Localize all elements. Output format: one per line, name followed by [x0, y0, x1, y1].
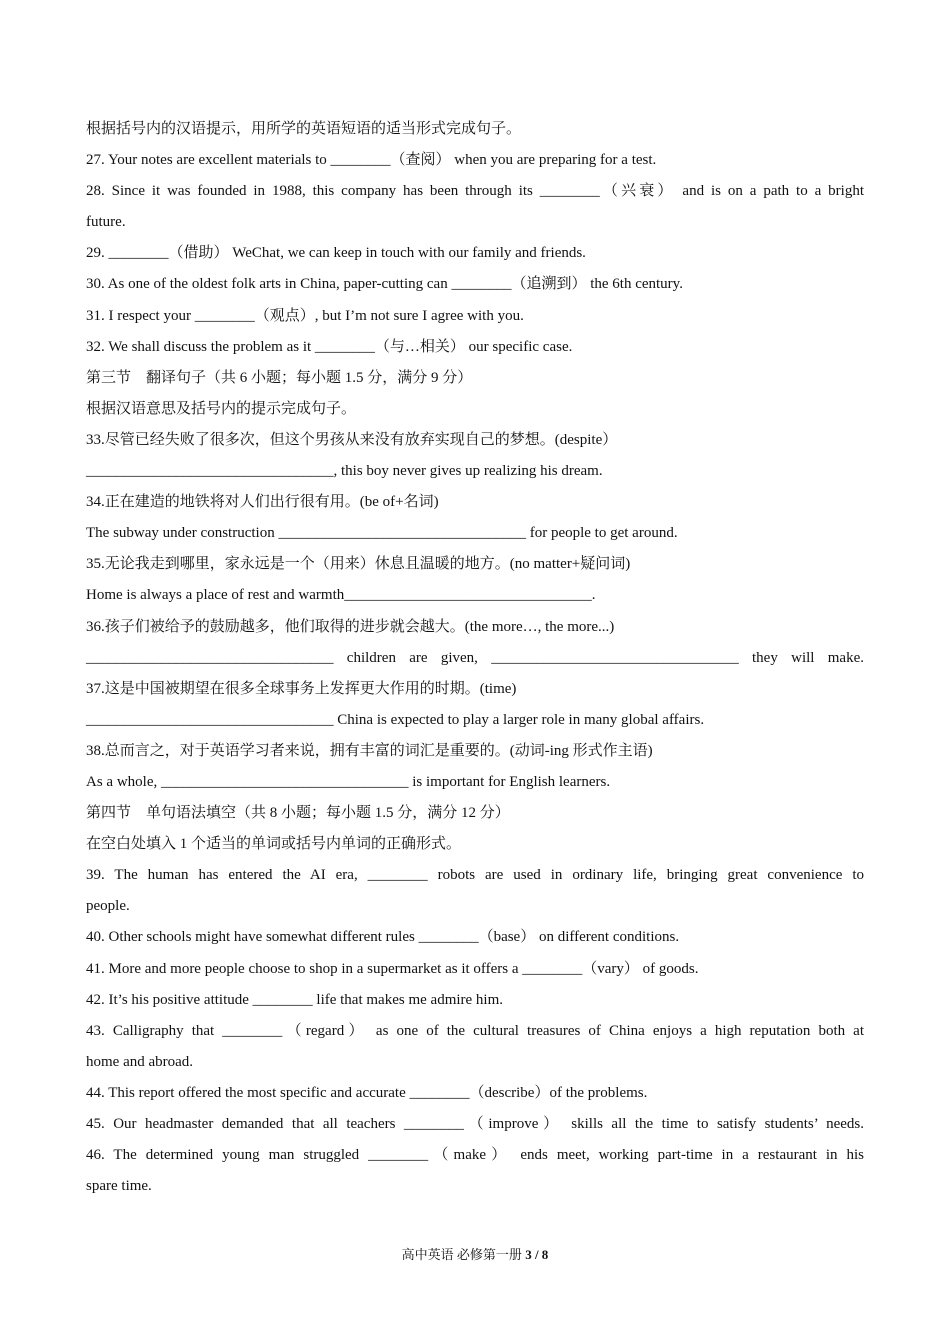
question-42: 42. It’s his positive attitude ________ life that makes me admire him. — [86, 991, 504, 1008]
question-36-english: _________________________________ children are given, _________________________________ they will make. — [86, 649, 864, 666]
question-38-english: As a whole, _________________________________ is important for English learners. — [86, 773, 611, 790]
question-31: 31. I respect your ________（观点）, but I’m not sure I agree with you. — [86, 307, 524, 324]
exercise-content — [86, 114, 864, 1202]
question-33-chinese: 33.尽管已经失败了很多次，但这个男孩从来没有放弃实现自己的梦想。(despite） — [86, 431, 618, 448]
page-footer — [0, 1246, 950, 1264]
question-32: 32. We shall discuss the problem as it ________（与…相关） our specific case. — [86, 338, 573, 355]
question-37-english: _________________________________ China is expected to play a larger role in many global affairs. — [86, 711, 705, 728]
question-38-chinese: 38.总而言之，对于英语学习者来说，拥有丰富的词汇是重要的。(动词-ing 形式作主语) — [86, 742, 653, 759]
question-46-line-1: 46. The determined young man struggled ________（make） ends meet, working part-time in a restaurant in his — [86, 1147, 864, 1164]
question-37-chinese: 37.这是中国被期望在很多全球事务上发挥更大作用的时期。(time) — [86, 680, 517, 697]
section-3-title: 第三节 翻译句子（共 6 小题；每小题 1.5 分，满分 9 分） — [86, 369, 473, 386]
question-39-line-2: people. — [86, 898, 130, 915]
section-4-title: 第四节 单句语法填空（共 8 小题；每小题 1.5 分，满分 12 分） — [86, 805, 510, 822]
question-28-line-1: 28. Since it was founded in 1988, this company has been through its ________（兴衰） and is on a path to a bright — [86, 183, 864, 200]
question-40: 40. Other schools might have somewhat different rules ________（base） on different conditions. — [86, 929, 680, 946]
footer-title: 高中英语 必修第一册 — [401, 1247, 522, 1262]
question-27: 27. Your notes are excellent materials to ________（查阅） when you are preparing for a test. — [86, 152, 657, 169]
question-29: 29. ________（借助） WeChat, we can keep in touch with our family and friends. — [86, 245, 586, 262]
question-44: 44. This report offered the most specific and accurate ________（describe）of the problems. — [86, 1084, 648, 1101]
instruction-translation: 根据汉语意思及括号内的提示完成句子。 — [86, 400, 357, 417]
question-39-line-1: 39. The human has entered the AI era, ________ robots are used in ordinary life, bringing great convenience to — [86, 867, 864, 884]
question-36-chinese: 36.孩子们被给予的鼓励越多，他们取得的进步就会越大。(the more…, the more...) — [86, 618, 615, 635]
instruction-phrases: 根据括号内的汉语提示，用所学的英语短语的适当形式完成句子。 — [86, 121, 522, 137]
footer-page-number: 3 / 8 — [525, 1247, 549, 1262]
question-30: 30. As one of the oldest folk arts in China, paper-cutting can ________（追溯到） the 6th century. — [86, 276, 683, 293]
question-35-chinese: 35.无论我走到哪里，家永远是一个（用来）休息且温暖的地方。(no matter+疑问词) — [86, 556, 631, 573]
instruction-grammar: 在空白处填入 1 个适当的单词或括号内单词的正确形式。 — [86, 836, 462, 853]
question-45: 45. Our headmaster demanded that all teachers ________（improve） skills all the time to satisfy students’ needs. — [86, 1116, 864, 1132]
question-41: 41. More and more people choose to shop in a supermarket as it offers a ________（vary） of goods. — [86, 960, 699, 977]
question-28-line-2: future. — [86, 214, 126, 231]
question-43-line-2: home and abroad. — [86, 1053, 194, 1070]
question-43-line-1: 43. Calligraphy that ________（regard） as one of the cultural treasures of China enjoys a high reputation both at — [86, 1022, 864, 1039]
question-34-chinese: 34.正在建造的地铁将对人们出行很有用。(be of+名词) — [86, 494, 439, 511]
question-35-english: Home is always a place of rest and warmth_________________________________. — [86, 587, 596, 604]
question-46-line-2: spare time. — [86, 1178, 152, 1195]
question-34-english: The subway under construction _________________________________ for people to get around. — [86, 525, 678, 542]
question-33-english: _________________________________, this boy never gives up realizing his dream. — [86, 463, 603, 480]
